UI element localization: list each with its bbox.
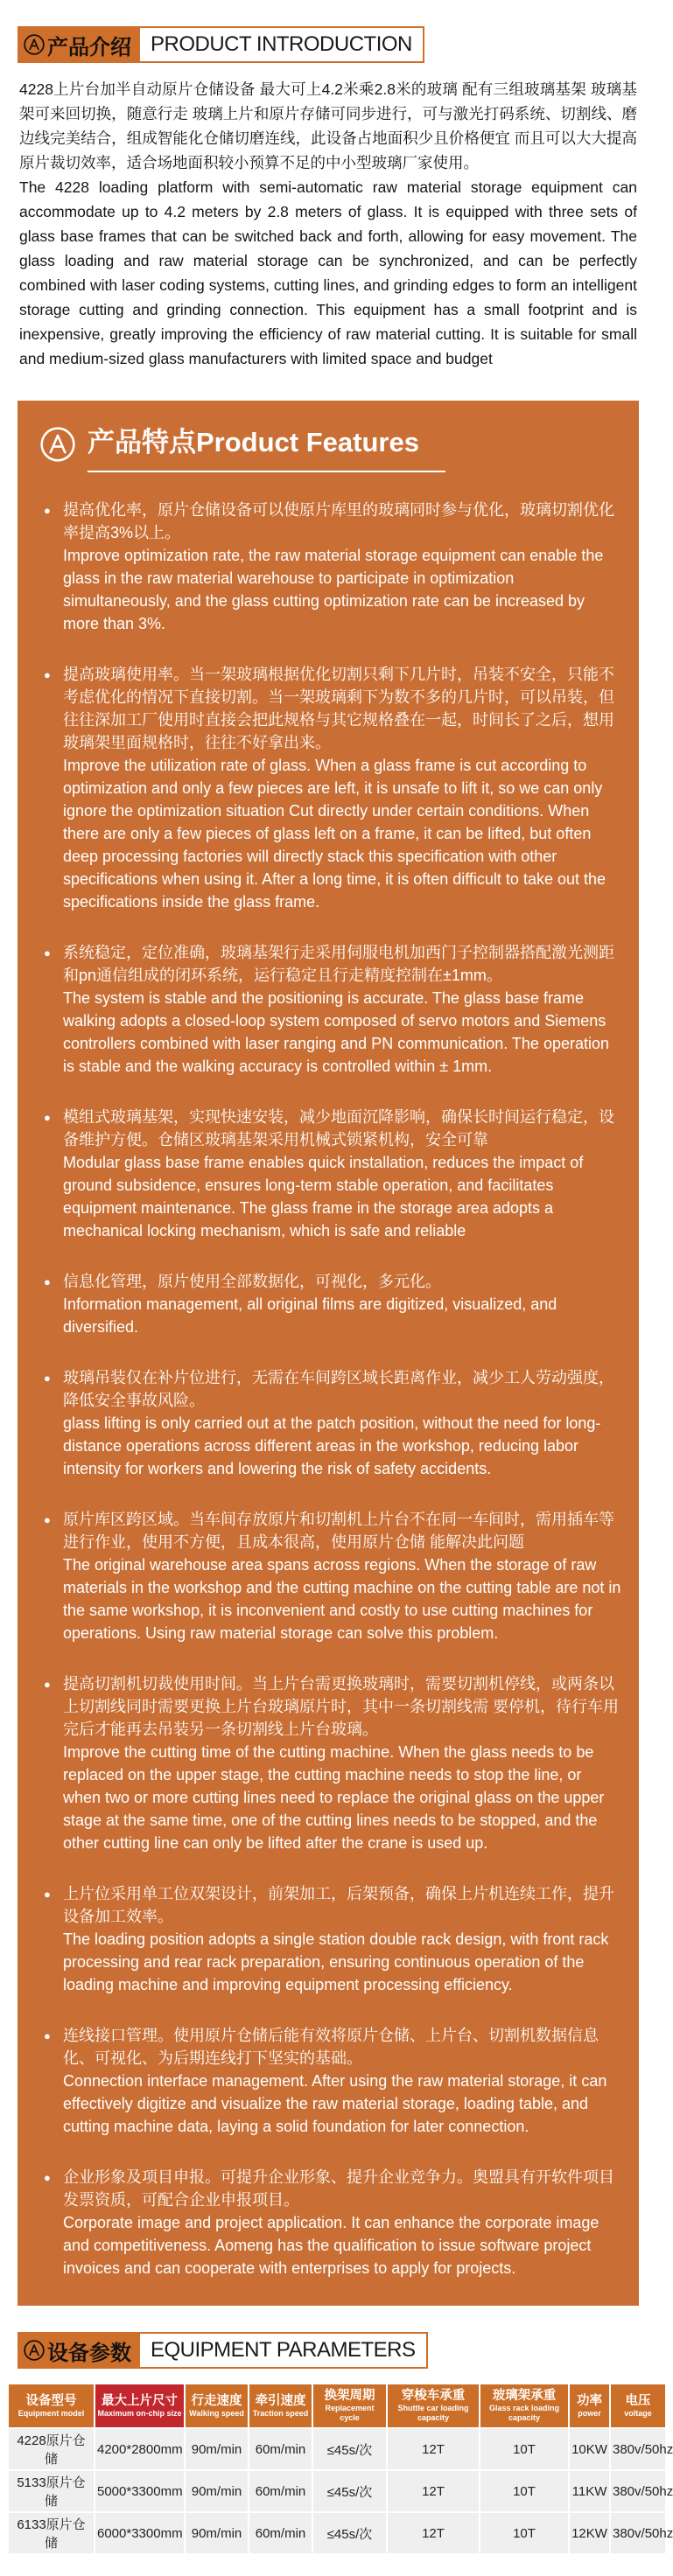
feature-zh: ● 系统稳定，定位准确，玻璃基架行走采用伺服电机加西门子控制器搭配激光测距和pn通信组成的闭环系统，运行稳定且行走精度控制在±1mm。: [63, 944, 614, 984]
feature-zh: ● 企业形象及项目申报。可提升企业形象、提升企业竞争力。奥盟具有开软件项目发票资质，可配合企业申报项目。: [63, 2168, 614, 2209]
col-header-voltage: [611, 2384, 665, 2427]
col-header-zh: 行走速度: [191, 2393, 242, 2408]
feature-zh: ● 模组式玻璃基架，实现快速安装，减少地面沉降影响，确保长时间运行稳定，设备维护方便。仓储区玻璃基架采用机械式锁紧机构，安全可靠: [63, 1108, 614, 1148]
col-header-zh: 玻璃架承重: [492, 2389, 557, 2403]
col-header-en: Equipment model: [18, 2408, 85, 2418]
feature-zh: ● 连线接口管理。使用原片仓储后能有效将原片仓储、上片台、切割机数据信息化、可视化、为后期连线打下坚实的基础。: [63, 2027, 599, 2067]
table-row: [9, 2471, 665, 2511]
feature-en: Modular glass base frame enables quick installation, reduces the impact of ground subsidence, ensures long-term stable operation, and facilitates equipment maintenance. The glass frame in the storage area adopts a mechanical locking mechanism, which is safe and reliable: [63, 1154, 584, 1239]
feature-en: Corporate image and project application. It can enhance the corporate image and competitiveness. Aomeng has the qualification to issue software project invoices and can cooperate with enterprises to apply for projects.: [63, 2214, 599, 2277]
feature-item: [44, 1106, 621, 1242]
cell-power: 10KW: [570, 2429, 609, 2469]
intro-text: [19, 77, 637, 371]
cell-traction-speed: 60m/min: [249, 2471, 312, 2511]
feature-item: [44, 1882, 621, 1996]
col-header-shuttle-capacity: [388, 2384, 479, 2427]
aomeng-logo-icon: [39, 425, 77, 464]
cell-replacement-cycle: ≤45s/次: [313, 2513, 386, 2553]
feature-item: [44, 1270, 621, 1338]
feature-en: The original warehouse area spans across regions. When the storage of raw materials in the workshop and the cutting machine on the cutting table are not in the same workshop, it is inconvenient and costly to use cutting machines for operations. Using raw material storage can solve this problem.: [63, 1556, 621, 1642]
section-title-zh: 产品介绍: [47, 35, 131, 59]
cell-model: 4228原片仓储: [9, 2429, 94, 2469]
table-row: [9, 2429, 665, 2469]
col-header-zh: 牵引速度: [255, 2393, 306, 2408]
equipment-parameters-table: [7, 2383, 673, 2555]
table-row: [9, 2513, 665, 2553]
col-header-replacement-cycle: [313, 2384, 386, 2427]
feature-en: Improve the utilization rate of glass. When a glass frame is cut according to optimization and only a few pieces are left, it is unsafe to lift it, so we can only ignore the optimization situation Cut directly under certain conditions. When there are only a few pieces of glass left on a frame, it can be lifted, but often deep processing factories will directly stack this specification with other specifications when using it. After a long time, it is often difficult to take out the specifications inside the glass frame.: [63, 757, 606, 911]
col-header-en: Glass rack loading capacity: [488, 2404, 560, 2422]
col-header-max-size: [95, 2384, 184, 2427]
feature-en: Information management, all original films are digitized, visualized, and diversified.: [63, 1295, 557, 1336]
product-introduction-badge-zh: [18, 26, 138, 63]
cell-rack-capacity: 10T: [480, 2429, 568, 2469]
cell-power: 12KW: [570, 2513, 609, 2553]
feature-zh: ● 提高优化率，原片仓储设备可以使原片库里的玻璃同时参与优化，玻璃切割优化率提高3%以上。: [63, 501, 614, 541]
feature-item: [44, 941, 621, 1078]
col-header-zh: 电压: [625, 2393, 651, 2408]
cell-model: 6133原片仓储: [9, 2513, 94, 2553]
cell-rack-capacity: 10T: [480, 2471, 568, 2511]
cell-voltage: 380v/50hz: [611, 2513, 665, 2553]
product-features-title-row: [39, 423, 627, 472]
feature-item: [44, 2166, 621, 2279]
intro-paragraph-en: The 4228 loading platform with semi-automatic raw material storage equipment can accommodate up to 4.2 meters by 2.8 meters of glass. It is equipped with three sets of glass base frames that can be switched back and forth, allowing for easy movement. The glass loading and raw material storage can be synchronized, and can be perfectly combined with laser coding systems, cutting lines, and grinding edges to form an intelligent storage cutting and grinding connection. This equipment has a small footprint and is inexpensive, greatly improving the efficiency of raw material cutting. It is suitable for small and medium-sized glass manufacturers with limited space and budget: [19, 178, 637, 367]
feature-en: The loading position adopts a single station double rack design, with front rack processing and rear rack preparation, ensuring continuous operation of the loading machine and improving equipment processing efficiency.: [63, 1930, 609, 1993]
feature-zh: ● 原片库区跨区域。当车间存放原片和切割机上片台不在同一车间时，需用插车等进行作业，使用不方便，且成本很高，使用原片仓储 能解决此问题: [63, 1511, 614, 1551]
equipment-parameters-badge-en: [138, 2332, 428, 2369]
section-title-en: EQUIPMENT PARAMETERS: [151, 2338, 416, 2362]
feature-item: [44, 663, 621, 913]
cell-max-size: 4200*2800mm: [95, 2429, 184, 2469]
cell-traction-speed: 60m/min: [249, 2513, 312, 2553]
col-header-equipment-model: [9, 2384, 94, 2427]
cell-shuttle-capacity: 12T: [388, 2513, 479, 2553]
cell-rack-capacity: 10T: [480, 2513, 568, 2553]
feature-zh: ● 提高切割机切裁使用时间。当上片台需更换玻璃时，需要切割机停线，或两条以上切割线同时需要更换上片台玻璃原片时，其中一条切割线需 要停机，待行车用完后才能再去吊装另一条切割线上片台玻璃。: [63, 1675, 619, 1738]
col-header-zh: 设备型号: [25, 2393, 77, 2408]
feature-en: Improve optimization rate, the raw material storage equipment can enable the glass in the raw material warehouse to participate in optimization simultaneously, and the glass cutting optimization rate can be increased by more than 3%.: [63, 547, 604, 632]
equipment-parameters-badge-zh: [18, 2332, 138, 2369]
cell-replacement-cycle: ≤45s/次: [313, 2471, 386, 2511]
table-header-row: [9, 2384, 665, 2427]
aomeng-logo-icon: [23, 33, 46, 56]
cell-walking-speed: 90m/min: [186, 2471, 248, 2511]
feature-en: The system is stable and the positioning is accurate. The glass base frame walking adopts a closed-loop system composed of servo motors and Siemens controllers combined with laser ranging and PN communication. The operation is stable and the walking accuracy is controlled within ± 1mm.: [63, 989, 609, 1075]
feature-zh: ● 信息化管理，原片使用全部数据化，可视化，多元化。: [63, 1273, 441, 1290]
col-header-zh: 最大上片尺寸: [102, 2393, 178, 2408]
cell-voltage: 380v/50hz: [611, 2429, 665, 2469]
cell-model: 5133原片仓储: [9, 2471, 94, 2511]
intro-paragraph-zh: 4228上片台加半自动原片仓储设备 最大可上4.2米乘2.8米的玻璃 配有三组玻璃基架 玻璃基架可来回切换，随意行走 玻璃上片和原片存储可同步进行，可与激光打码系统、切割线、磨边线完美结合，组成智能化仓储切磨连线，此设备占地面积少且价格便宜 而且可以大大提高原片裁切效率，适合场地面积较小预算不足的中小型玻璃厂家使用。: [19, 80, 637, 171]
cell-power: 11KW: [570, 2471, 609, 2511]
feature-item: [44, 499, 621, 635]
section-title-zh: 设备参数: [47, 2341, 131, 2365]
aomeng-logo-icon: [23, 2339, 46, 2362]
cell-max-size: 5000*3300mm: [95, 2471, 184, 2511]
feature-list: [28, 499, 627, 2279]
col-header-en: Replacement cycle: [325, 2404, 375, 2422]
cell-walking-speed: 90m/min: [186, 2429, 248, 2469]
feature-en: Improve the cutting time of the cutting machine. When the glass needs to be replaced on the upper stage, the cutting machine needs to stop the line, or when two or more cutting lines need to replace the original glass on the upper stage at the same time, one of the cutting lines needs to be stopped, and the other cutting line can only be lifted after the crane is used up.: [63, 1743, 605, 1852]
feature-zh: ● 玻璃吊装仅在补片位进行，无需在车间跨区域长距离作业，减少工人劳动强度，降低安全事故风险。: [63, 1369, 614, 1409]
feature-item: [44, 2024, 621, 2138]
cell-walking-speed: 90m/min: [186, 2513, 248, 2553]
col-header-power: [570, 2384, 609, 2427]
col-header-traction-speed: [249, 2384, 312, 2427]
col-header-en: power: [578, 2408, 601, 2418]
feature-en: Connection interface management. After using the raw material storage, it can effectively digitize and visualize the raw material storage, loading table, and cutting machine data, laying a solid foundation for later connection.: [63, 2072, 607, 2135]
col-header-walking-speed: [186, 2384, 248, 2427]
cell-traction-speed: 60m/min: [249, 2429, 312, 2469]
product-features-title: 产品特点Product Features: [88, 423, 445, 472]
equipment-parameters-header: [18, 2332, 656, 2369]
cell-shuttle-capacity: 12T: [388, 2429, 479, 2469]
col-header-zh: 换架周期: [324, 2389, 375, 2403]
feature-zh: ● 上片位采用单工位双架设计，前架加工，后架预备，确保上片机连续工作，提升设备加工效率。: [63, 1885, 614, 1925]
feature-item: [44, 1672, 621, 1854]
feature-en: glass lifting is only carried out at the patch position, without the need for long-distance operations across different areas in the workshop, reducing labor intensity for workers and lowering the risk of safety accidents.: [63, 1414, 601, 1477]
feature-zh: ● 提高玻璃使用率。当一架玻璃根据优化切割只剩下几片时，吊装不安全，只能不考虑优化的情况下直接切割。当一架玻璃剩下为数不多的几片时，可以吊装，但往往深加工厂使用时直接会把此规格与其它规格叠在一起，时间长了之后，想用玻璃架里面规格时，往往不好拿出来。: [63, 666, 614, 751]
col-header-en: voltage: [624, 2408, 652, 2418]
product-introduction-badge-en: [138, 26, 424, 63]
feature-item: [44, 1366, 621, 1480]
col-header-rack-capacity: [480, 2384, 568, 2427]
col-header-en: Shuttle car loading capacity: [397, 2404, 469, 2422]
cell-shuttle-capacity: 12T: [388, 2471, 479, 2511]
col-header-en: Walking speed: [189, 2408, 244, 2418]
col-header-zh: 穿梭车承重: [401, 2389, 466, 2403]
feature-item: [44, 1508, 621, 1644]
cell-replacement-cycle: ≤45s/次: [313, 2429, 386, 2469]
col-header-en: Maximum on-chip size: [97, 2408, 182, 2418]
product-features-panel: [18, 401, 639, 2306]
col-header-en: Traction speed: [252, 2408, 309, 2418]
cell-max-size: 6000*3300mm: [95, 2513, 184, 2553]
col-header-zh: 功率: [577, 2393, 602, 2408]
product-introduction-header: [18, 26, 656, 63]
cell-voltage: 380v/50hz: [611, 2471, 665, 2511]
section-title-en: PRODUCT INTRODUCTION: [151, 32, 412, 56]
